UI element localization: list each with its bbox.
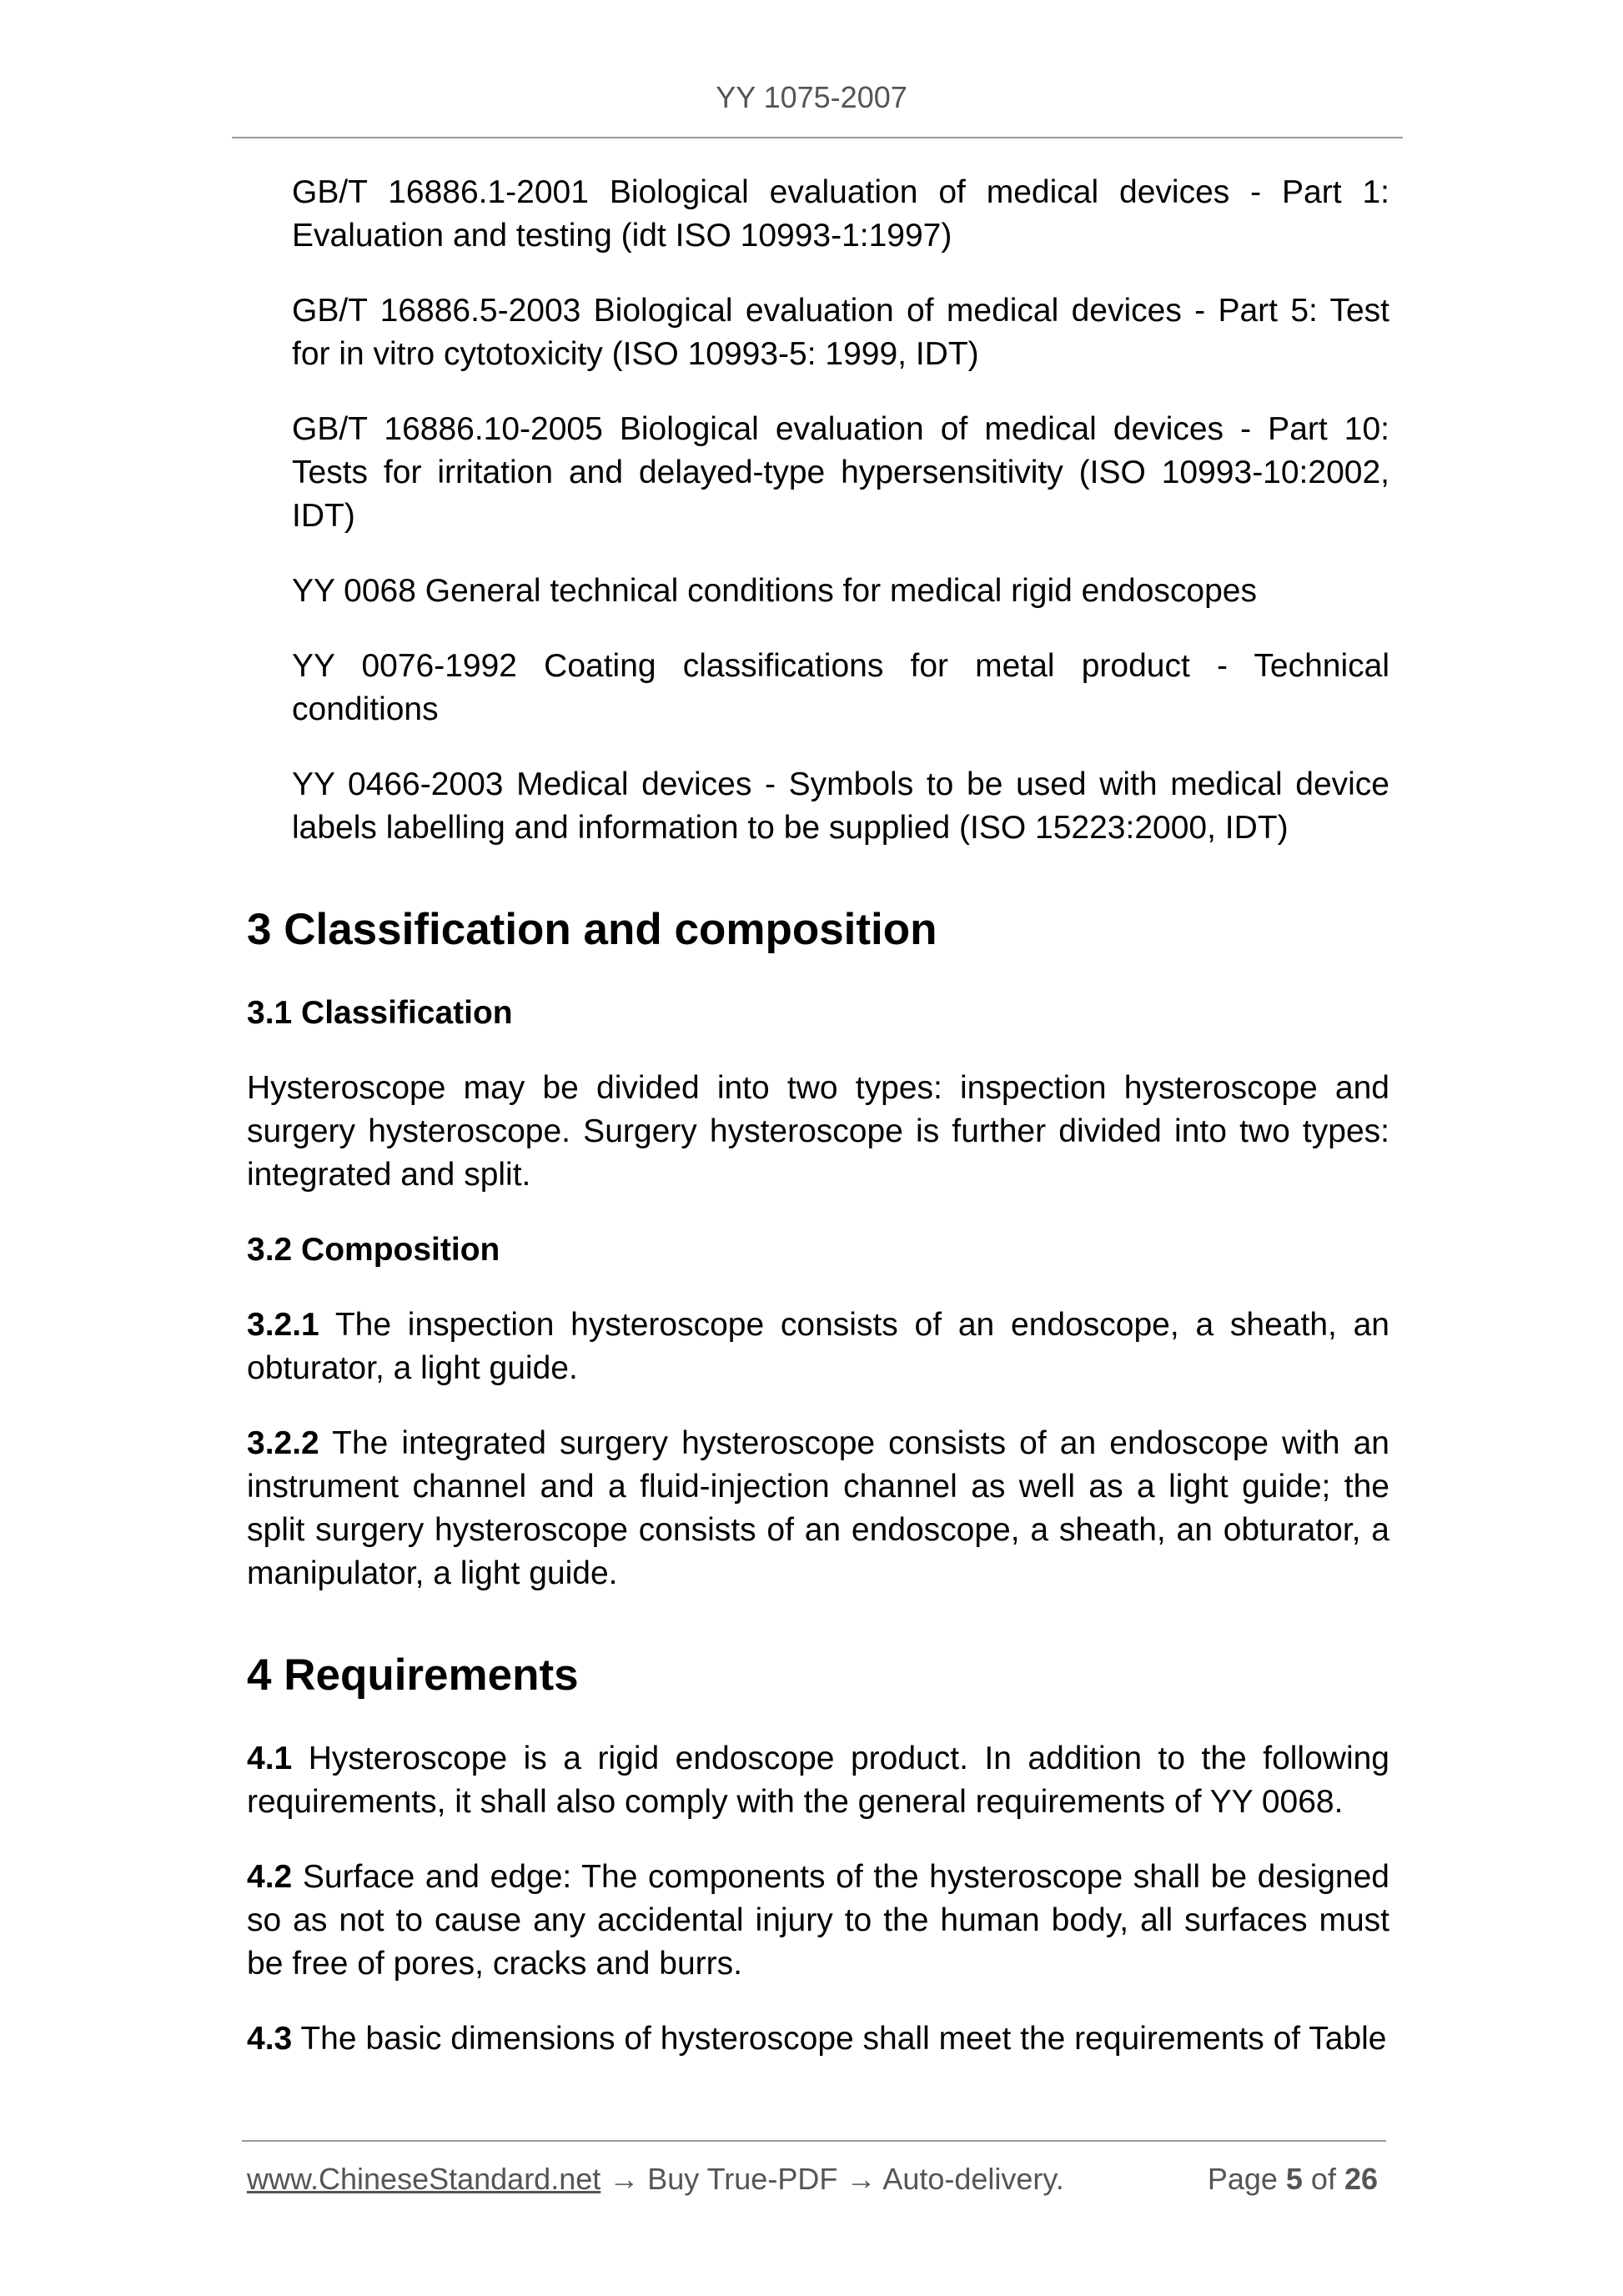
of-label: of — [1302, 2162, 1344, 2196]
clause-3-2-2-text: The integrated surgery hysteroscope consists of an endoscope with an instrument channel and a fluid-injection channel as well as a light guide; the split surgery hysteroscope consists of an endoscope, a sheath, an obturator, a manipulator, a light guide. — [247, 1425, 1389, 1591]
document-body — [247, 171, 1389, 2093]
clause-3-2-1-text: The inspection hysteroscope consists of an endoscope, a sheath, an obturator, a light guide. — [247, 1307, 1389, 1386]
clause-3-2-2-number: 3.2.2 — [247, 1425, 319, 1461]
footer-divider — [242, 2140, 1386, 2142]
clause-4-3 — [247, 2017, 1389, 2061]
section-4-heading: 4 Requirements — [247, 1650, 579, 1700]
current-page-number: 5 — [1285, 2162, 1303, 2196]
footer-promo-text: → Buy True-PDF → Auto-delivery. — [600, 2162, 1064, 2196]
header-divider — [232, 137, 1403, 138]
footer-promo — [247, 2160, 1064, 2198]
reference-yy-0466: YY 0466-2003 Medical devices - Symbols to be used with medical device labels labelling and information to be supplied (ISO 15223:2000, IDT) — [292, 766, 1389, 846]
reference-gbt-16886-10: GB/T 16886.10-2005 Biological evaluation of medical devices - Part 10: Tests for irritation and delayed-type hypersensitivity (ISO 10993-10:2002, IDT) — [292, 411, 1389, 534]
clause-4-2-number: 4.2 — [247, 1859, 293, 1895]
clause-4-3-text: The basic dimensions of hysteroscope shall meet the requirements of Table — [292, 2021, 1387, 2057]
clause-4-3-number: 4.3 — [247, 2021, 293, 2057]
section-3-2-heading: 3.2 Composition — [247, 1232, 500, 1268]
reference-yy-0076: YY 0076-1992 Coating classifications for metal product - Technical conditions — [292, 648, 1389, 727]
reference-gbt-16886-5: GB/T 16886.5-2003 Biological evaluation of medical devices - Part 5: Test for in vitro cytotoxicity (ISO 10993-5: 1999, IDT) — [292, 293, 1389, 372]
section-3-1-heading: 3.1 Classification — [247, 995, 513, 1031]
page-label: Page — [1207, 2162, 1286, 2196]
section-3-1-text: Hysteroscope may be divided into two types: inspection hysteroscope and surgery hysteroscope. Surgery hysteroscope is further divided into two types: integrated and split. — [247, 1070, 1389, 1193]
section-3-heading: 3 Classification and composition — [247, 905, 937, 954]
clause-4-2-text: Surface and edge: The components of the hysteroscope shall be designed so as not to cause any accidental injury to the human body, all surfaces must be free of pores, cracks and burrs. — [247, 1859, 1389, 1982]
clause-3-2-2 — [247, 1422, 1389, 1595]
total-pages-number: 26 — [1344, 2162, 1378, 2196]
reference-gbt-16886-1: GB/T 16886.1-2001 Biological evaluation of medical devices - Part 1: Evaluation and testing (idt ISO 10993-1:1997) — [292, 174, 1389, 254]
reference-yy-0068: YY 0068 General technical conditions for medical rigid endoscopes — [292, 573, 1257, 609]
clause-4-1 — [247, 1737, 1389, 1824]
clause-4-2 — [247, 1856, 1389, 1986]
chinesestandard-link[interactable]: www.ChineseStandard.net — [247, 2162, 601, 2196]
clause-4-1-number: 4.1 — [247, 1741, 293, 1776]
clause-3-2-1 — [247, 1304, 1389, 1390]
clause-3-2-1-number: 3.2.1 — [247, 1307, 319, 1343]
page-counter — [1208, 2160, 1378, 2198]
clause-4-1-text: Hysteroscope is a rigid endoscope product. In addition to the following requirements, it shall also comply with the general requirements of YY 0068. — [247, 1741, 1389, 1820]
page-header-title: YY 1075-2007 — [716, 80, 907, 114]
